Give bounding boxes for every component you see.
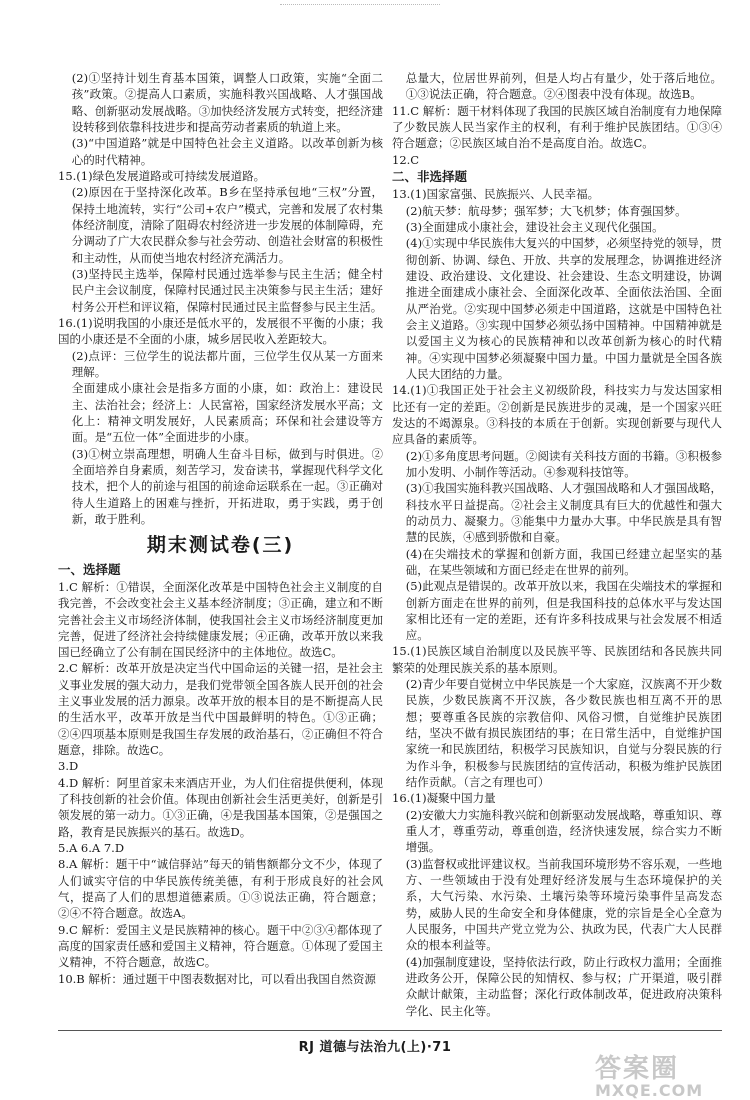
top-decoration <box>280 4 440 13</box>
answer-14-3: (3)“中国道路”就是中国特色社会主义道路。以改革创新为核心的时代精神。 <box>71 136 383 167</box>
answer-2: 2.C 解析：改革开放是决定当代中国命运的关键一招，是社会主义事业发展的强大动力，是我们党带领全国各族人民开创的社会主义事业发展的活力源泉。改革开放的根本目的是不断提高人民的生活水平，改革开放是当代中国最鲜明的特色。①③正确；②④四项基本原则是我国生存发展的政治基石，②正确但不符合题意，排除。故选C。 <box>58 661 383 758</box>
section-title: 期末测试卷(三) <box>146 534 295 557</box>
answer-16-4: (4)加强制度建设，坚持依法行政，防止行政权力滥用；全面推进政务公开，保障公民的知情权、参与权；广开渠道，吸引群众献计献策，主动监督；深化行政体制改革，促进政府决策科学化、民主化等。 <box>405 954 722 1018</box>
section-nonchoice-heading: 二、非选择题 <box>392 168 468 184</box>
answer-1: 1.C 解析：①错误，全面深化改革是中国特色社会主义制度的自我完善，不会改变社会主义基本经济制度；③正确，建立和不断完善社会主义市场经济体制，使我国社会主义市场经济制度更加完善，促进了经济社会持续健康发展；④正确，改革开放以来我国已经确立了公有制在国民经济中的主体地位。故选C。 <box>58 579 383 660</box>
answer-12: 12.C <box>392 152 420 167</box>
watermark-url: MXQE.COM <box>595 1081 704 1100</box>
answer-11: 11.C 解析：题干材料体现了我国的民族区域自治制度有力地保障了少数民族人民当家作主的权利，有利于维护民族团结。①③④符合题意；②民族区域自治不是高度自治。故选C。 <box>392 103 722 151</box>
answer-14-5: (5)此观点是错误的。改革开放以来，我国在尖端技术的掌握和创新方面走在世界的前列，但是我国科技的总体水平与发达国家相比还有一定的差距，还有许多科技成果与社会发展不相适应。 <box>405 579 722 643</box>
answer-14-3r: (3)①我国实施科教兴国战略、人才强国战略和人才强国战略，科技水平日益提高。②社会主义制度具有巨大的优越性和强大的动员力、凝聚力。③能集中力量办大事。中华民族是具有智慧的民族，④感到骄傲和自豪。 <box>405 481 722 545</box>
answer-9: 9.C 解析：爱国主义是民族精神的核心。题干中②③④都体现了高度的国家责任感和爱国主义精神，符合题意。①体现了爱国主义精神，不符合题意，故选C。 <box>58 922 383 970</box>
answer-14-2: (2)①坚持计划生育基本国策，调整人口政策，实施“全面二孩”政策。②提高人口素质，实施科教兴国战略、人才强国战略、创新驱动发展战略。③加快经济发展方式转变，把经济建设转移到依靠科技进步和提高劳动者素质的轨道上来。 <box>71 71 383 134</box>
answer-14-2r: (2)①多角度思考问题。②阅读有关科技方面的书籍。③积极参加小发明、小制作等活动。④参观科技馆等。 <box>405 448 722 479</box>
watermark <box>595 1048 745 1100</box>
page-footer: RJ 道德与法治九(上)·71 <box>298 1040 452 1055</box>
answer-13-1: 13.(1)国家富强、民族振兴、人民幸福。 <box>392 187 600 202</box>
footer-rule <box>58 1030 722 1031</box>
answer-3: 3.D <box>58 759 79 774</box>
answer-16-1r: 16.(1)凝聚中国力量 <box>392 791 496 806</box>
answer-15-1: 15.(1)绿色发展道路或可持续发展道路。 <box>58 168 266 183</box>
answer-8: 8.A 解析：题干中“诚信驿站”每天的销售额都分文不少，体现了人们诚实守信的中华民族传统美德，有利于形成良好的社会风气，提高了人们的思想道德素质。①③说法正确，符合题意；②④不符合题意。故选A。 <box>58 857 383 921</box>
answer-16-3: (3)①树立崇高理想，明确人生奋斗目标，做到与时俱进。②全面培养自身素质，刻苦学习，发奋读书，掌握现代科学文化技术，把个人的前途与祖国的前途命运联系在一起。③正确对待人生道路上的困难与挫折，开拓进取，勇于实践，勇于创新，敢于胜利。 <box>71 446 383 526</box>
answer-5-7: 5.A 6.A 7.D <box>58 841 125 856</box>
answer-16-2: (2)点评：三位学生的说法都片面，三位学生仅从某一方面来理解。 <box>71 348 383 379</box>
answer-13-3: (3)全面建成小康社会，建设社会主义现代化强国。 <box>405 219 664 234</box>
right-column <box>392 70 722 1019</box>
answer-14-1: 14.(1)①我国正处于社会主义初级阶段，科技实力与发达国家相比还有一定的差距。②创新是民族进步的灵魂，是一个国家兴旺发达的不竭源泉。③科技的本质在于创新。实现创新要与现代人应具备的素质等。 <box>392 383 722 447</box>
answer-15-2: (2)原因在于坚持深化改革。B乡在坚持承包地“三权”分置，保持土地流转，实行“公司+农户”模式，完善和发展了农村集体经济制度，清除了阻碍农村经济进一步发展的体制障碍，充分调动了广大农民群众参与社会劳动、创造社会财富的积极性和主动性，从而使当地农村经济充满活力。 <box>71 185 383 265</box>
answer-14-4: (4)在尖端技术的掌握和创新方面，我国已经建立起坚实的基础，在某些领域和方面已经走在世界的前列。 <box>405 546 722 577</box>
answer-16-1: 16.(1)说明我国的小康还是低水平的，发展很不平衡的小康；我国的小康还是不全面的小康，城乡居民收入差距较大。 <box>58 315 383 347</box>
section-choice-heading: 一、选择题 <box>58 561 121 577</box>
answer-16-2-detail: 全面建成小康社会是指多方面的小康，如：政治上：建设民主、法治社会；经济上：人民富裕，国家经济发展水平高；文化上：精神文明发展好，人民素质高；环保和社会建设等方面。是“五位一体”全面进步的小康。 <box>71 381 383 445</box>
watermark-logo: 答案圈 <box>595 1054 680 1084</box>
answer-15-1r: 15.(1)民族区域自治制度以及民族平等、民族团结和各民族共同繁荣的处理民族关系的基本原则。 <box>392 644 722 675</box>
answer-10: 10.B 解析：通过题干中图表数据对比，可以看出我国自然资源 <box>58 971 376 986</box>
answer-15-2r: (2)青少年要自觉树立中华民族是一个大家庭，汉族离不开少数民族，少数民族离不开汉族，各少数民族也相互离不开的思想；要尊重各民族的宗教信仰、风俗习惯，自觉维护民族团结，坚决不做有损民族团结的事；在日常生活中，自觉维护国家统一和民族团结，积极学习民族知识，自觉与分裂民族的行为作斗争，积极参与民族团结的宣传活动，积极为维护民族团结作贡献。（言之有理也可） <box>405 677 722 790</box>
answer-15-3: (3)坚持民主选举，保障村民通过选举参与民主生活；健全村民户主会议制度，保障村民通过民主决策参与民主生活；建好村务公开栏和评议箱，保障村民通过民主监督参与民主生活。 <box>71 266 383 314</box>
answer-4: 4.D 解析：阿里首家未来酒店开业，为人们住宿提供便利，体现了科技创新的社会价值。体现由创新社会生活更美好，创新是引领发展的第一动力。①③正确，④是我国基本国策，②是强国之路，教育是民族振兴的基石。故选D。 <box>58 775 383 839</box>
answer-13-4: (4)①实现中华民族伟大复兴的中国梦，必须坚持党的领导，贯彻创新、协调、绿色、开放、共享的发展理念，协调推进经济建设、政治建设、文化建设、社会建设、生态文明建设，协调推进全面建成小康社会、全面深化改革、全面依法治国、全面从严治党。②实现中国梦必须走中国道路，这就是中国特色社会主义道路。③实现中国梦必须弘扬中国精神。中国精神就是以爱国主义为核心的民族精神和以改革创新为核心的时代精神。④实现中国梦必须凝聚中国力量。中国力量就是全国各族人民大团结的力量。 <box>405 236 722 381</box>
left-column <box>58 70 383 987</box>
answer-10-cont: 总量大，位居世界前列，但是人均占有量少，处于落后地位。①③说法正确，符合题意。②④图表中没有体现。故选B。 <box>405 71 722 102</box>
answer-13-2: (2)航天梦：航母梦；强军梦；大飞机梦；体育强国梦。 <box>405 203 687 218</box>
answer-16-3r: (3)监督权或批评建议权。当前我国环境形势不容乐观，一些地方、一些领域由于没有处理好经济发展与生态环境保护的关系，大气污染、水污染、土壤污染等环境污染事件呈高发态势，威胁人民的生命安全和身体健康，党的宗旨是全心全意为人民服务，中国共产党立党为公、执政为民，代表广大人民群众的根本利益等。 <box>405 856 722 953</box>
answer-16-2r: (2)安徽大力实施科教兴皖和创新驱动发展战略，尊重知识、尊重人才，尊重劳动，尊重创造，经济快速发展，综合实力不断增强。 <box>405 807 722 855</box>
